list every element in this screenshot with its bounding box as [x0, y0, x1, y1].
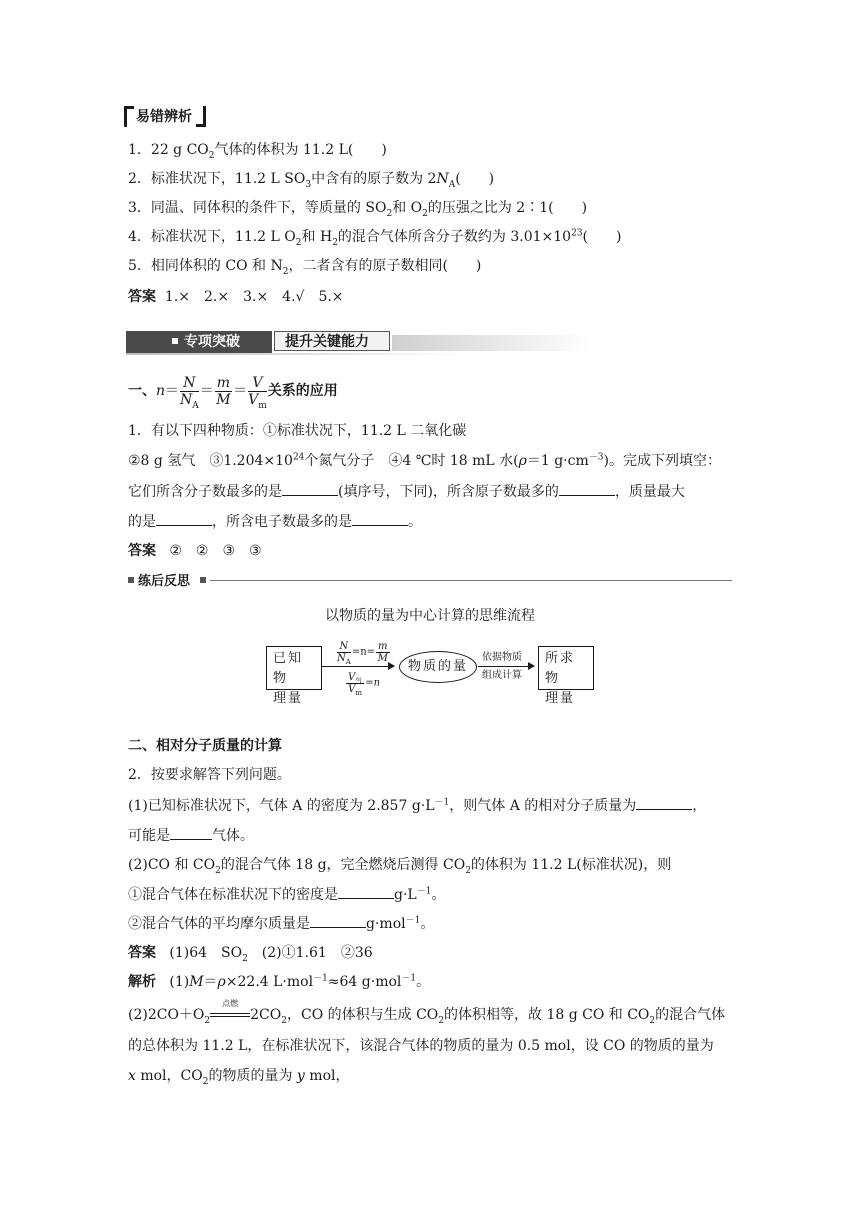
known-quantity-box: 已知物 理量 — [266, 646, 322, 690]
arrow-label-bottom: 组成计算 — [482, 670, 522, 681]
q2-1-line2: 可能是 气体。 — [128, 825, 254, 846]
banner-underline — [126, 353, 466, 355]
q2-1-line1: (1)已知标准状况下，气体 A 的密度为 2.857 $g\cdot L^{-1}$，则气体 A 的相对分子质量为 ， — [128, 795, 706, 816]
square-icon — [172, 338, 178, 344]
q2-equation-line: $(2)2CO+O_2$ 点燃 $2CO_2$，CO 的体积与生成 $CO_2$的体积相等，故 18 g CO 和 $CO_2$的混合气体 — [128, 999, 726, 1026]
error-analysis-heading: 易错辨析 — [124, 104, 206, 126]
left-bracket-icon — [124, 106, 134, 127]
q1-line2: ②8 g 氢气 $③1.204\times 10^{24}$个氮气分子 ④4 ℃时 18 mL 水(ρ＝1 $g\cdot cm^{-3}$)。完成下列填空： — [128, 452, 721, 469]
arrow-to-result — [478, 666, 534, 667]
blank-8[interactable] — [310, 913, 366, 928]
q1-line1: 1．有以下四种物质：①标准状况下，11.2 L 二氧化碳 — [128, 423, 467, 439]
q2-answer: 答案 (1)64 $SO_2$ (2)①1.61 ②36 — [128, 945, 373, 964]
q2-line2: 的总体积为 11.2 L，在标准状况下，该混合气体的物质的量为 0.5 mol，设 CO 的物质的量为 — [128, 1038, 714, 1054]
square-icon — [128, 577, 134, 583]
right-bracket-icon — [196, 106, 206, 127]
reaction-condition: 点燃 — [210, 1008, 250, 1022]
blank-6[interactable] — [170, 825, 212, 840]
blank-1[interactable] — [282, 481, 338, 496]
q2-2-i: ①混合气体在标准状况下的密度是 $g\cdot L^{-1}$。 — [128, 884, 445, 905]
blank-5[interactable] — [636, 795, 692, 810]
q1-answer: 答案 ② ② ③ ③ — [128, 543, 262, 559]
blank-4[interactable] — [352, 511, 408, 526]
square-icon — [200, 577, 206, 583]
q1-line4: 的是 ，所含电子数最多的是 。 — [128, 511, 422, 532]
blank-2[interactable] — [559, 481, 615, 496]
part1-heading: 一、n＝ $\frac{N}{N_A}$ ＝ $\frac{m}{M}$ ＝ $\frac{V}{V_m}$ 关系的应用 — [128, 374, 338, 411]
q1-line3: 它们所含分子数最多的是 (填序号，下同)，所含原子数最多的 ，质量最大 — [128, 481, 685, 502]
error-item-2: 2．标准状况下，11.2 L $SO_3$中含有的原子数为 $2N_A$( ) — [128, 171, 495, 190]
error-item-4: 4．标准状况下，11.2 L $O_2$和 $H_2$的混合气体所含分子数约为 $3.01\times 10^{23}$( ) — [128, 228, 622, 248]
blank-7[interactable] — [338, 884, 394, 899]
q2-line3: x mol，$CO_2$的物质的量为 y mol， — [128, 1068, 350, 1087]
error-item-3: 3．同温、同体积的条件下，等质量的 $SO_2$和 $O_2$的压强之比为 2∶1( ) — [128, 200, 588, 219]
q2-intro: 2．按要求解答下列问题。 — [128, 767, 291, 783]
q2-2-line1: (2)CO 和 $CO_2$的混合气体 18 g，完全燃烧后测得 $CO_2$的体积为 11.2 L(标准状况)，则 — [128, 857, 672, 876]
bottom-formula: $\frac{V_气}{V_m}$ =n — [348, 672, 381, 697]
reflection-heading: 练后反思 — [128, 570, 732, 590]
heading-rule — [210, 580, 732, 581]
arrow-label-top: 依据物质 — [482, 652, 522, 663]
banner-fade — [392, 335, 592, 351]
section-banner — [126, 331, 466, 355]
flow-title: 以物质的量为中心计算的思维流程 — [325, 608, 535, 624]
banner-right: 提升关键能力 — [274, 331, 390, 351]
q2-2-ii: ②混合气体的平均摩尔质量是 g·mol$^{-1}$。 — [128, 913, 434, 934]
banner-left: 专项突破 — [126, 331, 272, 353]
error-answer: 答案 1.× 2.× 3.× 4.√ 5.× — [128, 289, 344, 305]
mole-ellipse: 物质的量 — [399, 651, 477, 683]
result-quantity-box: 所求物 理量 — [538, 646, 594, 690]
blank-3[interactable] — [156, 511, 212, 526]
error-item-1: 1．22 g $CO_2$气体的体积为 11.2 L( ) — [128, 142, 387, 161]
part2-heading: 二、相对分子质量的计算 — [128, 738, 282, 754]
error-item-5: 5．相同体积的 CO 和 $N_2$，二者含有的原子数相同( ) — [128, 258, 482, 277]
top-formula: $\frac{N}{N_A}$ =n= $\frac{m}{M}$ — [337, 641, 388, 666]
q2-analysis: 解析 (1)M＝ρ×22.4 L·mol$^{-1}$≈64 g·mol$^{-1}$。 — [128, 973, 431, 990]
arrow-to-mole — [322, 666, 394, 667]
